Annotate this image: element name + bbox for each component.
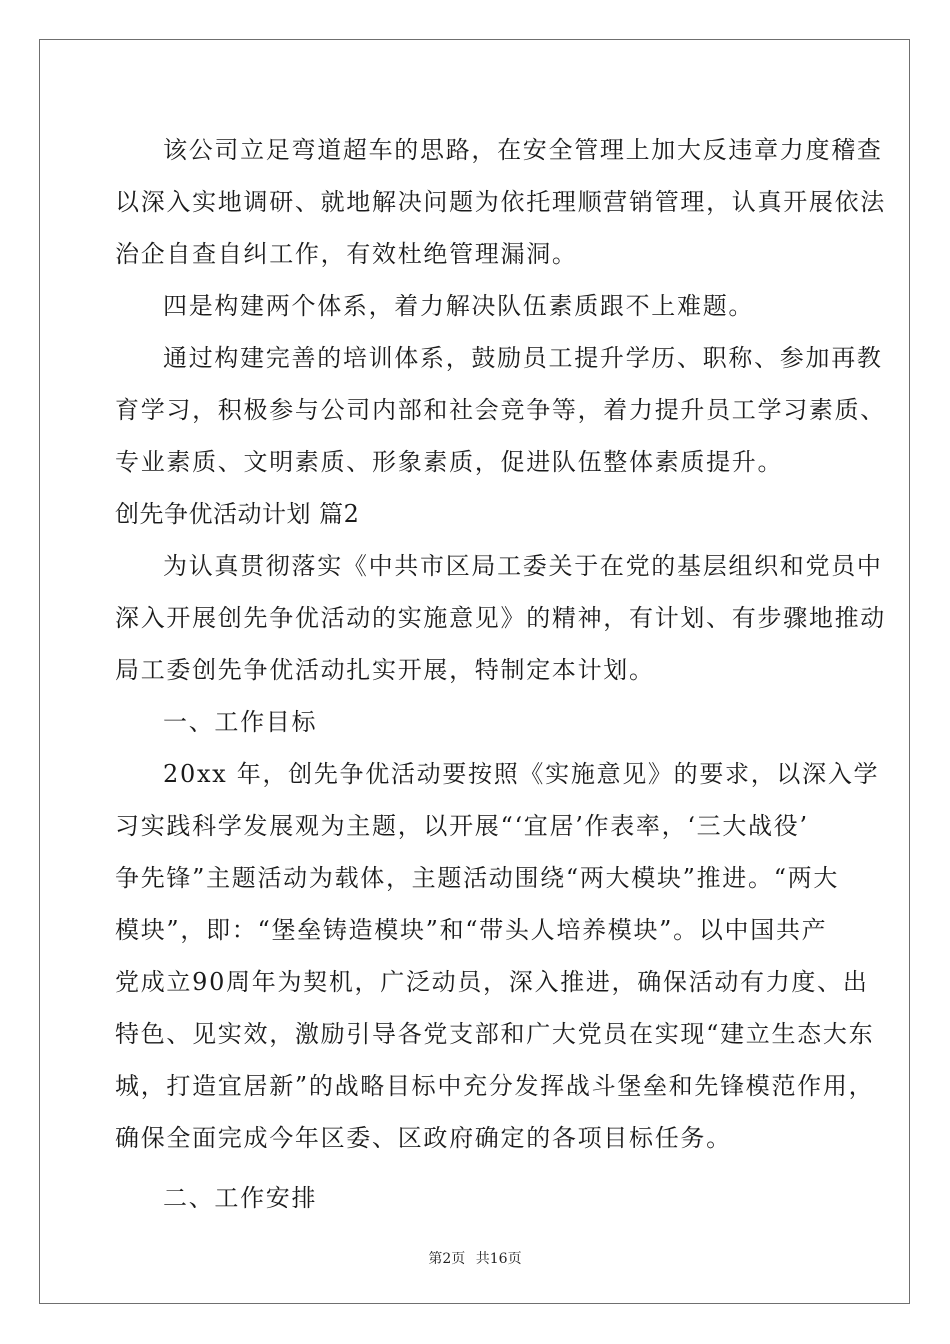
section-heading: 创先争优活动计划 篇2 bbox=[115, 500, 360, 528]
paragraph-line: 通过构建完善的培训体系，鼓励员工提升学历、职称、参加再教 bbox=[163, 344, 883, 372]
paragraph-line: 育学习，积极参与公司内部和社会竞争等，着力提升员工学习素质、 bbox=[115, 396, 886, 424]
paragraph-line: 治企自查自纠工作，有效杜绝管理漏洞。 bbox=[115, 240, 578, 268]
paragraph-line: 该公司立足弯道超车的思路，在安全管理上加大反违章力度稽查 bbox=[163, 136, 883, 164]
paragraph-line: 确保全面完成今年区委、区政府确定的各项目标任务。 bbox=[115, 1124, 732, 1152]
paragraph-line: 专业素质、文明素质、形象素质，促进队伍整体素质提升。 bbox=[115, 448, 784, 476]
paragraph-line: 习实践科学发展观为主题，以开展“‘宜居’作表率，‘三大战役’ bbox=[115, 812, 809, 840]
subsection-heading: 二、工作安排 bbox=[163, 1184, 318, 1212]
paragraph-line: 局工委创先争优活动扎实开展，特制定本计划。 bbox=[115, 656, 655, 684]
paragraph-line: 以深入实地调研、就地解决问题为依托理顺营销管理，认真开展依法 bbox=[115, 188, 886, 216]
paragraph-line: 20xx 年，创先争优活动要按照《实施意见》的要求，以深入学 bbox=[163, 760, 880, 788]
page-number: 第2页 bbox=[428, 1251, 466, 1267]
paragraph-line: 党成立90周年为契机，广泛动员，深入推进，确保活动有力度、出 bbox=[115, 968, 869, 996]
subsection-heading: 一、工作目标 bbox=[163, 708, 318, 736]
paragraph-line: 城，打造宜居新”的战略目标中充分发挥战斗堡垒和先锋模范作用， bbox=[115, 1072, 875, 1100]
page-footer bbox=[0, 1248, 950, 1268]
paragraph-line: 深入开展创先争优活动的实施意见》的精神，有计划、有步骤地推动 bbox=[115, 604, 886, 632]
paragraph-line: 模块”，即：“堡垒铸造模块”和“带头人培养模块”。以中国共产 bbox=[115, 916, 828, 944]
paragraph-line: 争先锋”主题活动为载体，主题活动围绕“两大模块”推进。“两大 bbox=[115, 864, 840, 892]
page-total: 共16页 bbox=[475, 1251, 522, 1267]
paragraph-line: 为认真贯彻落实《中共市区局工委关于在党的基层组织和党员中 bbox=[163, 552, 883, 580]
paragraph-line: 特色、见实效，激励引导各党支部和广大党员在实现“建立生态大东 bbox=[115, 1020, 875, 1048]
document-body bbox=[115, 124, 886, 1224]
paragraph-line: 四是构建两个体系，着力解决队伍素质跟不上难题。 bbox=[163, 292, 755, 320]
